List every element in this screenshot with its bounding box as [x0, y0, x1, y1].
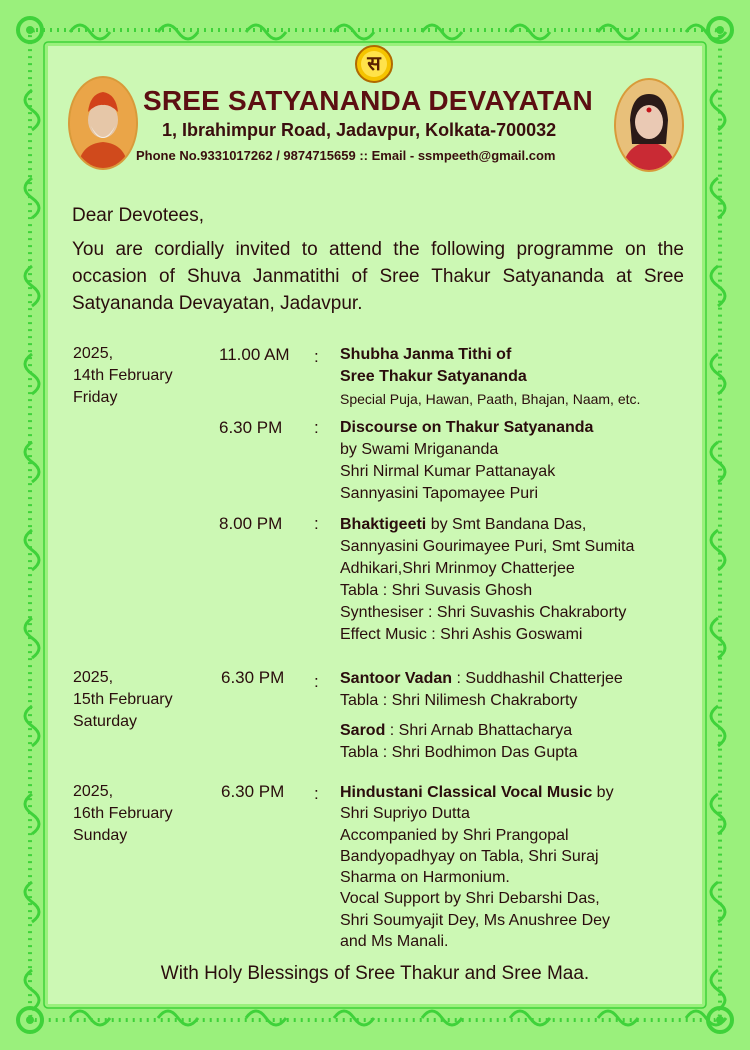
time-day-3-slot-1: 6.30 PM — [221, 782, 285, 801]
scroll-ornament — [711, 794, 725, 834]
scroll-ornament — [25, 882, 39, 922]
scroll-ornament — [70, 25, 110, 39]
scroll-ornament — [25, 794, 39, 834]
organization-title: SREE SATYANANDA DEVAYATAN — [143, 85, 593, 116]
scroll-ornament — [711, 354, 725, 394]
corner-flourish-dot — [26, 26, 34, 34]
portrait-thakur-icon — [68, 76, 138, 170]
scroll-ornament — [334, 25, 374, 39]
scroll-ornament — [510, 1011, 550, 1025]
scroll-ornament — [70, 1011, 110, 1025]
emblem-icon — [354, 44, 394, 84]
portrait-maa-icon — [614, 78, 684, 172]
separator: : — [314, 347, 319, 366]
scroll-ornament — [711, 882, 725, 922]
emblem-letter: स — [367, 53, 381, 75]
organization-contact: Phone No.9331017262 / 9874715659 :: Email - ssmpeeth@gmail.com — [136, 148, 556, 163]
corner-flourish-dot — [716, 26, 724, 34]
closing-blessing: With Holy Blessings of Sree Thakur and Sree Maa. — [160, 963, 590, 984]
scroll-ornament — [334, 1011, 374, 1025]
scroll-ornament — [158, 1011, 198, 1025]
scroll-ornament — [25, 530, 39, 570]
scroll-ornament — [246, 25, 286, 39]
scroll-ornament — [711, 706, 725, 746]
time-day-2-slot-1: 6.30 PM — [221, 668, 285, 687]
scroll-ornament — [711, 266, 725, 306]
corner-flourish-dot — [26, 1016, 34, 1024]
separator: : — [314, 672, 319, 691]
scroll-ornament — [25, 178, 39, 218]
scroll-ornament — [25, 354, 39, 394]
date-day-2: 2025, 15th February Saturday — [73, 669, 173, 730]
time-day-1-slot-2: 6.30 PM — [219, 418, 283, 437]
time-day-1-slot-3: 8.00 PM — [219, 514, 283, 533]
corner-flourish-dot — [716, 1016, 724, 1024]
time-day-1-slot-1: 11.00 AM — [219, 345, 290, 364]
salutation: Dear Devotees, — [72, 205, 205, 226]
event-day-3-slot-1: Hindustani Classical Vocal Music by Shri Supriyo Dutta Accompanied by Shri Prangopal Bandyopadhyay on Tabla, Shri Suraj Sharma on Harmonium. Vocal Support by Shri Debarshi Das, Shri Soumyajit Dey, Ms Anushree Dey and Ms Manali. — [340, 784, 614, 951]
separator: : — [314, 784, 319, 803]
event-day-1-slot-2: Discourse on Thakur Satyananda by Swami Mrigananda Shri Nirmal Kumar Pattanayak Sannyasini Tapomayee Puri — [340, 419, 594, 502]
invitation-text: You are cordially invited to attend the following programme on the occasion of Shuva Janmatithi of Sree Thakur Satyananda at Sree Satyananda Devayatan, Jadavpur. — [72, 239, 684, 314]
separator: : — [314, 514, 319, 533]
date-day-1: 2025, 14th February Friday — [73, 345, 173, 406]
date-day-3: 2025, 16th February Sunday — [73, 783, 173, 844]
event-day-2-slot-1: Santoor Vadan : Suddhashil Chatterjee Tabla : Shri Nilimesh Chakraborty Sarod : Shri Arnab Bhattacharya Tabla : Shri Bodhimon Das Gupta — [340, 670, 623, 761]
scroll-ornament — [711, 178, 725, 218]
scroll-ornament — [711, 90, 725, 130]
scroll-ornament — [25, 266, 39, 306]
scroll-ornament — [25, 706, 39, 746]
organization-address: 1, Ibrahimpur Road, Jadavpur, Kolkata-700032 — [162, 120, 557, 140]
scroll-ornament — [510, 25, 550, 39]
event-day-1-slot-3: Bhaktigeeti by Smt Bandana Das, Sannyasini Gourimayee Puri, Smt Sumita Adhikari,Shri Mrinmoy Chatterjee Tabla : Shri Suvasis Ghosh Synthesiser : Shri Suvashis Chakraborty Effect Music : Shri Ashis Goswami — [340, 516, 635, 643]
scroll-ornament — [25, 90, 39, 130]
event-day-1-slot-1: Shubha Janma Tithi of Sree Thakur Satyananda Special Puja, Hawan, Paath, Bhajan, Naam, etc. — [340, 346, 641, 407]
separator: : — [314, 418, 319, 437]
scroll-ornament — [711, 530, 725, 570]
scroll-ornament — [598, 1011, 638, 1025]
